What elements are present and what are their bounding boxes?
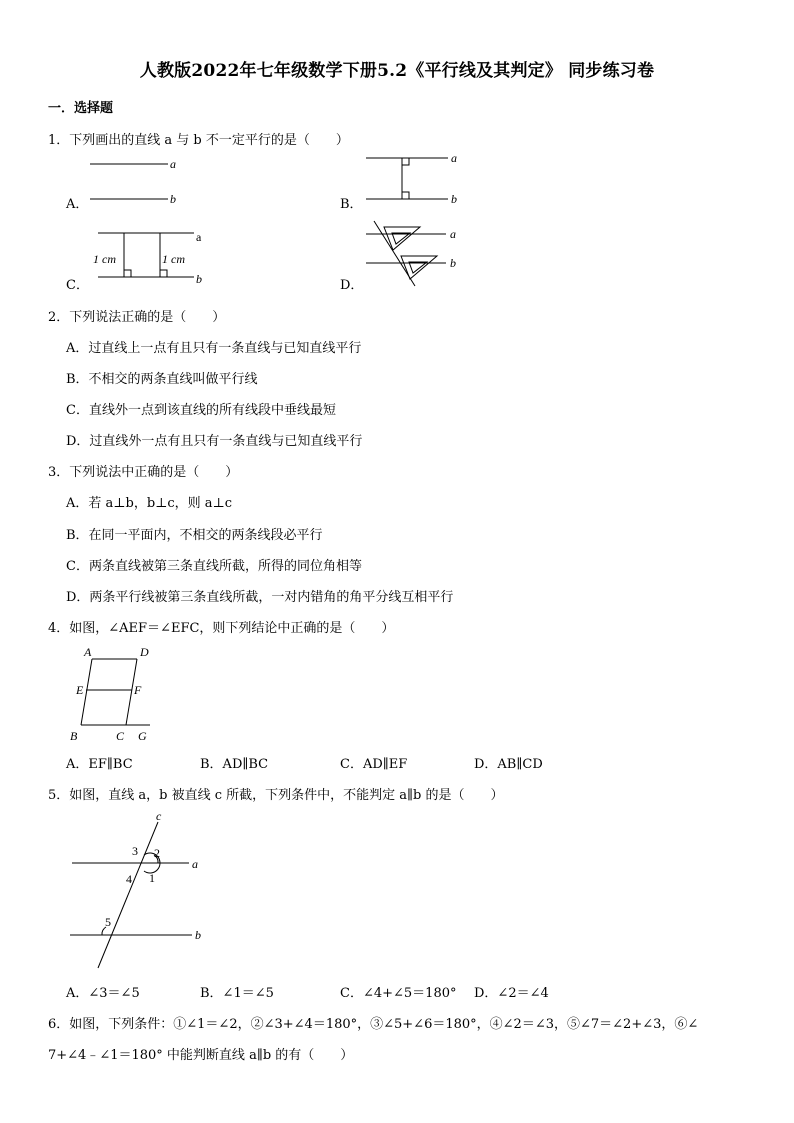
page-title: 人教版2022年七年级数学下册5.2《平行线及其判定》 同步练习卷: [139, 61, 655, 81]
q5-angle-1: 1: [149, 871, 155, 885]
q1c-label-cm-right: 1 cm: [162, 252, 185, 266]
q3-option-a: A．若 a⊥b，b⊥c，则 a⊥c: [66, 496, 233, 511]
q5-option-c: C．∠4+∠5＝180°: [340, 986, 457, 1001]
q2-option-c: C．直线外一点到该直线的所有线段中垂线最短: [66, 403, 336, 418]
q1-option-a-label: A．: [66, 197, 89, 212]
q5-angle-5: 5: [105, 915, 111, 929]
q4-option-b: B．AD∥BC: [200, 757, 269, 772]
q4-option-d: D．AB∥CD: [474, 757, 543, 772]
q1-figure-a: [86, 154, 196, 210]
q1d-label-a: a: [450, 227, 456, 241]
q1b-label-b: b: [451, 192, 457, 206]
q5-label-a: a: [192, 857, 198, 871]
q4-point-A: A: [84, 645, 92, 659]
q5-figure-transversal: [64, 810, 214, 972]
q1-option-d-label: D．: [340, 278, 364, 293]
q5-option-d: D．∠2＝∠4: [474, 986, 549, 1001]
q1-figure-d: [360, 216, 470, 288]
q4-point-C: C: [116, 729, 125, 743]
q2-option-b: B．不相交的两条直线叫做平行线: [66, 372, 258, 387]
q1-option-b-label: B．: [340, 197, 363, 212]
q5-label-c: c: [156, 810, 162, 823]
question-5-stem: 5．如图，直线 a，b 被直线 c 所截，下列条件中，不能判定 a∥b 的是（ ）: [48, 788, 504, 803]
q1c-label-cm-left: 1 cm: [93, 252, 116, 266]
q4-option-c: C．AD∥EF: [340, 757, 408, 772]
question-4-stem: 4．如图，∠AEF＝∠EFC，则下列结论中正确的是（ ）: [48, 621, 395, 636]
section-heading: 一．选择题: [48, 101, 114, 116]
q5-angle-4: 4: [126, 872, 132, 886]
question-6-line-2: 7+∠4﹣∠1＝180° 中能判断直线 a∥b 的有（ ）: [48, 1048, 354, 1063]
q4-point-B: B: [70, 729, 78, 743]
q3-option-d: D．两条平行线被第三条直线所截，一对内错角的角平分线互相平行: [66, 590, 454, 605]
q1c-label-a: a: [196, 230, 202, 244]
q5-option-b: B．∠1＝∠5: [200, 986, 274, 1001]
q4-figure-parallelogram: [64, 642, 164, 746]
q2-option-d: D．过直线外一点有且只有一条直线与已知直线平行: [66, 434, 363, 449]
q4-point-E: E: [76, 683, 84, 697]
q1a-label-b: b: [170, 192, 176, 206]
question-3-stem: 3．下列说法中正确的是（ ）: [48, 465, 239, 480]
q2-option-a: A．过直线上一点有且只有一条直线与已知直线平行: [66, 341, 362, 356]
question-2-stem: 2．下列说法正确的是（ ）: [48, 310, 226, 325]
q1a-label-a: a: [170, 157, 176, 171]
q1c-label-b: b: [196, 272, 202, 286]
q5-label-b: b: [195, 928, 201, 942]
q1-figure-c: [86, 226, 216, 288]
q4-point-D: D: [140, 645, 149, 659]
question-1-stem: 1．下列画出的直线 a 与 b 不一定平行的是（ ）: [48, 133, 349, 148]
q1d-label-b: b: [450, 256, 456, 270]
q5-angle-2: 2: [154, 846, 160, 860]
q5-option-a: A．∠3＝∠5: [66, 986, 140, 1001]
q1b-label-a: a: [451, 151, 457, 165]
q3-option-b: B．在同一平面内，不相交的两条线段必平行: [66, 528, 323, 543]
q3-option-c: C．两条直线被第三条直线所截，所得的同位角相等: [66, 559, 362, 574]
q1-option-c-label: C．: [66, 278, 89, 293]
q4-point-G: G: [138, 729, 147, 743]
q4-option-a: A．EF∥BC: [66, 757, 133, 772]
q1-figure-b: [360, 150, 470, 210]
question-6-line-1: 6．如图，下列条件：①∠1＝∠2，②∠3+∠4＝180°，③∠5+∠6＝180°，④∠2＝∠3，⑤∠7＝∠2+∠3，⑥∠: [48, 1017, 699, 1032]
q5-angle-3: 3: [132, 844, 138, 858]
q4-point-F: F: [134, 683, 142, 697]
